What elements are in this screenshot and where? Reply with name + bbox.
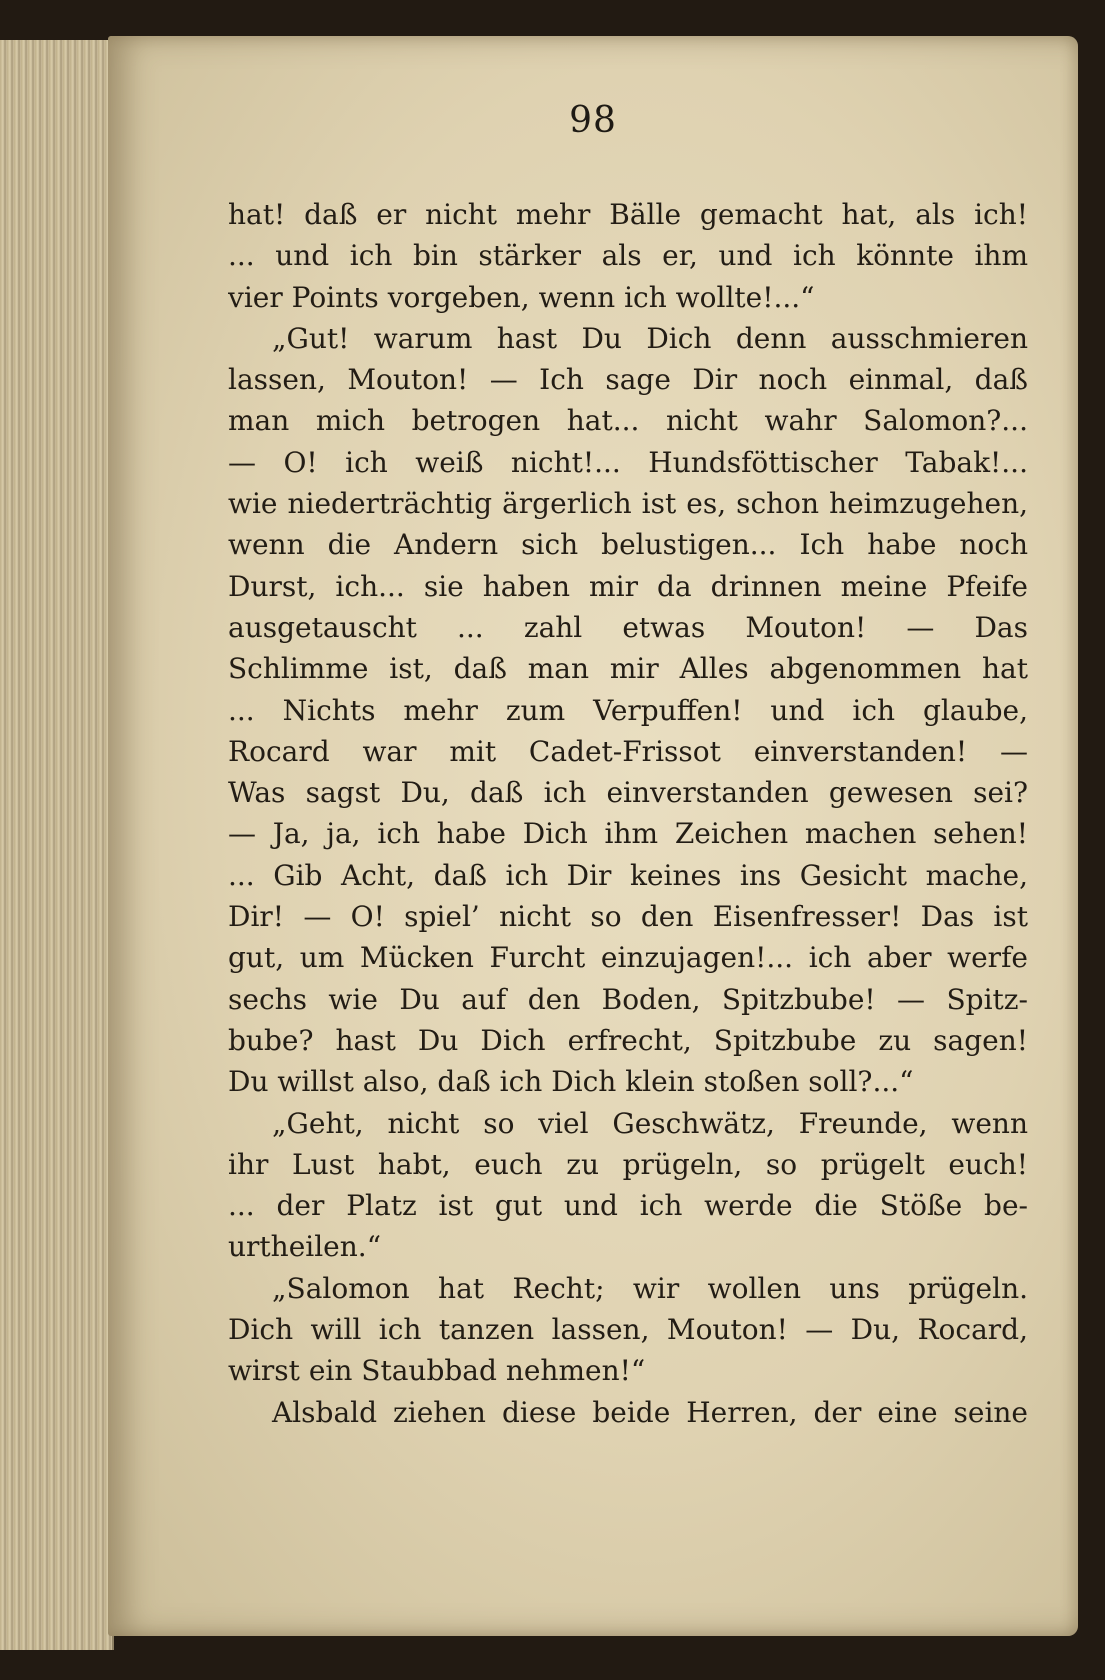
text-line: — Ja, ja, ich habe Dich ihm Zeichen machen sehen!: [228, 817, 1028, 851]
body-text: [228, 194, 1028, 1433]
text-line: ausgetauscht ... zahl etwas Mouton! — Das: [228, 610, 1028, 644]
text-line: „Gut! warum hast Du Dich denn ausschmieren: [272, 321, 1028, 355]
text-line: wenn die Andern sich belustigen... Ich habe noch: [228, 528, 1028, 562]
text-line: lassen, Mouton! — Ich sage Dir noch einmal, daß: [228, 363, 1028, 397]
text-line: Dich will ich tanzen lassen, Mouton! — Du, Rocard,: [228, 1313, 1028, 1347]
text-line: gut, um Mücken Furcht einzujagen!... ich aber werfe: [228, 941, 1028, 975]
text-line: Du willst also, daß ich Dich klein stoßen soll?...“: [228, 1065, 914, 1099]
text-line: ... und ich bin stärker als er, und ich könnte ihm: [228, 239, 1028, 273]
text-line: Alsbald ziehen diese beide Herren, der eine seine: [272, 1395, 1028, 1429]
text-line: „Salomon hat Recht; wir wollen uns prügeln.: [272, 1271, 1028, 1305]
text-line: bube? hast Du Dich erfrecht, Spitzbube zu sagen!: [228, 1023, 1028, 1057]
text-line: ihr Lust habt, euch zu prügeln, so prügelt euch!: [228, 1147, 1028, 1181]
text-line: wie niederträchtig ärgerlich ist es, schon heimzugehen,: [228, 487, 1028, 521]
text-line: ... der Platz ist gut und ich werde die Stöße be-: [228, 1189, 1028, 1223]
text-line: vier Points vorgeben, wenn ich wollte!...“: [228, 280, 815, 314]
text-line: Dir! — O! spiel’ nicht so den Eisenfresser! Das ist: [228, 900, 1028, 934]
text-line: „Geht, nicht so viel Geschwätz, Freunde, wenn: [272, 1106, 1028, 1140]
text-line: hat! daß er nicht mehr Bälle gemacht hat, als ich!: [228, 198, 1028, 231]
text-line: urtheilen.“: [228, 1230, 382, 1264]
text-line: Schlimme ist, daß man mir Alles abgenommen hat: [228, 652, 1028, 686]
text-line: ... Nichts mehr zum Verpuffen! und ich glaube,: [228, 693, 1028, 727]
text-line: sechs wie Du auf den Boden, Spitzbube! — Spitz-: [228, 982, 1028, 1016]
page-edges: [0, 40, 114, 1650]
text-line: Durst, ich... sie haben mir da drinnen meine Pfeife: [228, 569, 1028, 603]
page-number: 98: [569, 100, 617, 141]
text-line: Rocard war mit Cadet-Frissot einverstanden! —: [228, 734, 1028, 768]
book-page: [108, 36, 1078, 1636]
text-line: wirst ein Staubbad nehmen!“: [228, 1354, 646, 1388]
text-line: — O! ich weiß nicht!... Hundsföttischer Tabak!...: [228, 445, 1028, 479]
text-line: Was sagst Du, daß ich einverstanden gewesen sei?: [228, 776, 1028, 810]
text-line: ... Gib Acht, daß ich Dir keines ins Gesicht mache,: [228, 858, 1028, 892]
text-line: man mich betrogen hat... nicht wahr Salomon?...: [228, 404, 1028, 438]
